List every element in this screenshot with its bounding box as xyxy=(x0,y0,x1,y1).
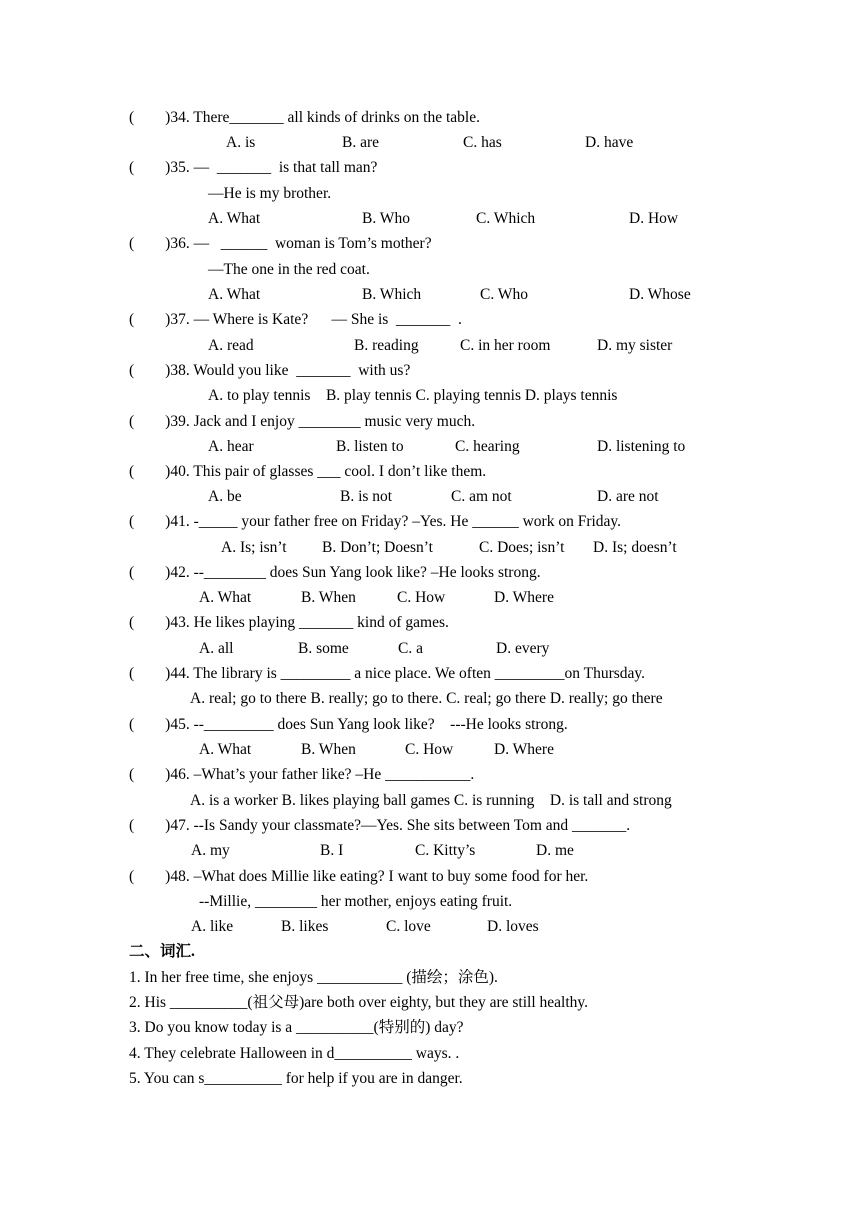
question-q43-option-c: C. a xyxy=(398,640,423,657)
question-q45-option-c: C. How xyxy=(405,741,454,758)
question-q36-option-a: A. What xyxy=(208,286,261,303)
question-q35-option-c: C. Which xyxy=(476,210,536,227)
question-q44-stem: ( )44. The library is _________ a nice place. We often _________on Thursday. xyxy=(129,665,646,682)
section-heading-vocab: 二、词汇. xyxy=(129,943,195,960)
question-q36-option-c: C. Who xyxy=(480,286,528,303)
question-q36-stem: ( )36. — ______ woman is Tom’s mother? xyxy=(129,235,432,252)
question-q43-option-b: B. some xyxy=(298,640,349,657)
question-q39-option-a: A. hear xyxy=(208,438,254,455)
question-q34-option-d: D. have xyxy=(585,134,634,151)
question-q41-stem: ( )41. -_____ your father free on Friday? –Yes. He ______ work on Friday. xyxy=(129,513,622,530)
question-q37-stem: ( )37. — Where is Kate? — She is _______ . xyxy=(129,311,462,328)
question-q40-stem: ( )40. This pair of glasses ___ cool. I don’t like them. xyxy=(129,463,487,480)
question-q48-option-b: B. likes xyxy=(281,918,329,935)
question-q35-option-d: D. How xyxy=(629,210,679,227)
question-q45-stem: ( )45. --_________ does Sun Yang look like? ---He looks strong. xyxy=(129,716,568,733)
question-q45-option-b: B. When xyxy=(301,741,356,758)
vocab-item-2: 2. His __________(祖父母)are both over eighty, but they are still healthy. xyxy=(129,994,589,1012)
question-q42-option-a: A. What xyxy=(199,589,252,606)
question-q41-option-a: A. Is; isn’t xyxy=(221,539,287,556)
question-q38-options: A. to play tennis B. play tennis C. playing tennis D. plays tennis xyxy=(208,387,618,404)
question-q47-option-a: A. my xyxy=(191,842,230,859)
question-q43-stem: ( )43. He likes playing _______ kind of games. xyxy=(129,614,449,631)
vocab-item-3: 3. Do you know today is a __________(特别的) day? xyxy=(129,1019,464,1037)
question-q35-stem: ( )35. — _______ is that tall man? xyxy=(129,159,378,176)
question-q37-option-a: A. read xyxy=(208,337,254,354)
question-q43-option-d: D. every xyxy=(496,640,550,657)
question-q39-option-c: C. hearing xyxy=(455,438,520,455)
question-q42-stem: ( )42. --________ does Sun Yang look like? –He looks strong. xyxy=(129,564,541,581)
question-q38-stem: ( )38. Would you like _______ with us? xyxy=(129,362,411,379)
question-q40-option-c: C. am not xyxy=(451,488,512,505)
question-q44-options: A. real; go to there B. really; go to there. C. real; go there D. really; go there xyxy=(190,690,663,707)
question-q48-option-c: C. love xyxy=(386,918,431,935)
question-q48-stem: ( )48. –What does Millie like eating? I want to buy some food for her. xyxy=(129,868,589,885)
question-q35-reply: —He is my brother. xyxy=(208,185,332,202)
question-q39-stem: ( )39. Jack and I enjoy ________ music very much. xyxy=(129,413,476,430)
question-q47-stem: ( )47. --Is Sandy your classmate?—Yes. She sits between Tom and _______. xyxy=(129,817,631,834)
question-q46-options: A. is a worker B. likes playing ball games C. is running D. is tall and strong xyxy=(190,792,672,809)
question-q48-option-d: D. loves xyxy=(487,918,539,935)
question-q40-option-b: B. is not xyxy=(340,488,393,505)
question-q45-option-d: D. Where xyxy=(494,741,554,758)
question-q37-option-d: D. my sister xyxy=(597,337,673,354)
question-q48-option-a: A. like xyxy=(191,918,234,935)
vocab-item-4: 4. They celebrate Halloween in d__________ ways. . xyxy=(129,1044,460,1062)
question-q42-option-d: D. Where xyxy=(494,589,554,606)
question-q37-option-b: B. reading xyxy=(354,337,419,354)
question-q47-option-d: D. me xyxy=(536,842,574,859)
question-q41-option-c: C. Does; isn’t xyxy=(479,539,565,556)
vocab-item-1: 1. In her free time, she enjoys ___________ (描绘；涂色). xyxy=(129,969,498,986)
question-q37-option-c: C. in her room xyxy=(460,337,551,354)
question-q42-option-c: C. How xyxy=(397,589,446,606)
question-q36-reply: —The one in the red coat. xyxy=(208,261,370,278)
question-q43-option-a: A. all xyxy=(199,640,234,657)
question-q40-option-a: A. be xyxy=(208,488,242,505)
question-q34-option-b: B. are xyxy=(342,134,380,151)
question-q46-stem: ( )46. –What’s your father like? –He ___________. xyxy=(129,766,475,783)
question-q34-option-a: A. is xyxy=(226,134,256,151)
question-q48-reply: --Millie, ________ her mother, enjoys eating fruit. xyxy=(199,893,513,910)
question-q45-option-a: A. What xyxy=(199,741,252,758)
question-q35-option-b: B. Who xyxy=(362,210,410,227)
vocab-item-5: 5. You can s__________ for help if you are in danger. xyxy=(129,1069,463,1087)
question-q39-option-d: D. listening to xyxy=(597,438,686,455)
question-q40-option-d: D. are not xyxy=(597,488,659,505)
question-q41-option-b: B. Don’t; Doesn’t xyxy=(322,539,433,556)
question-q42-option-b: B. When xyxy=(301,589,356,606)
question-q39-option-b: B. listen to xyxy=(336,438,404,455)
question-q41-option-d: D. Is; doesn’t xyxy=(593,539,677,556)
question-q47-option-c: C. Kitty’s xyxy=(415,842,476,859)
question-q36-option-d: D. Whose xyxy=(629,286,691,303)
question-q47-option-b: B. I xyxy=(320,842,344,859)
question-q35-option-a: A. What xyxy=(208,210,261,227)
question-q36-option-b: B. Which xyxy=(362,286,422,303)
question-q34-stem: ( )34. There_______ all kinds of drinks on the table. xyxy=(129,109,480,126)
question-q34-option-c: C. has xyxy=(463,134,502,151)
